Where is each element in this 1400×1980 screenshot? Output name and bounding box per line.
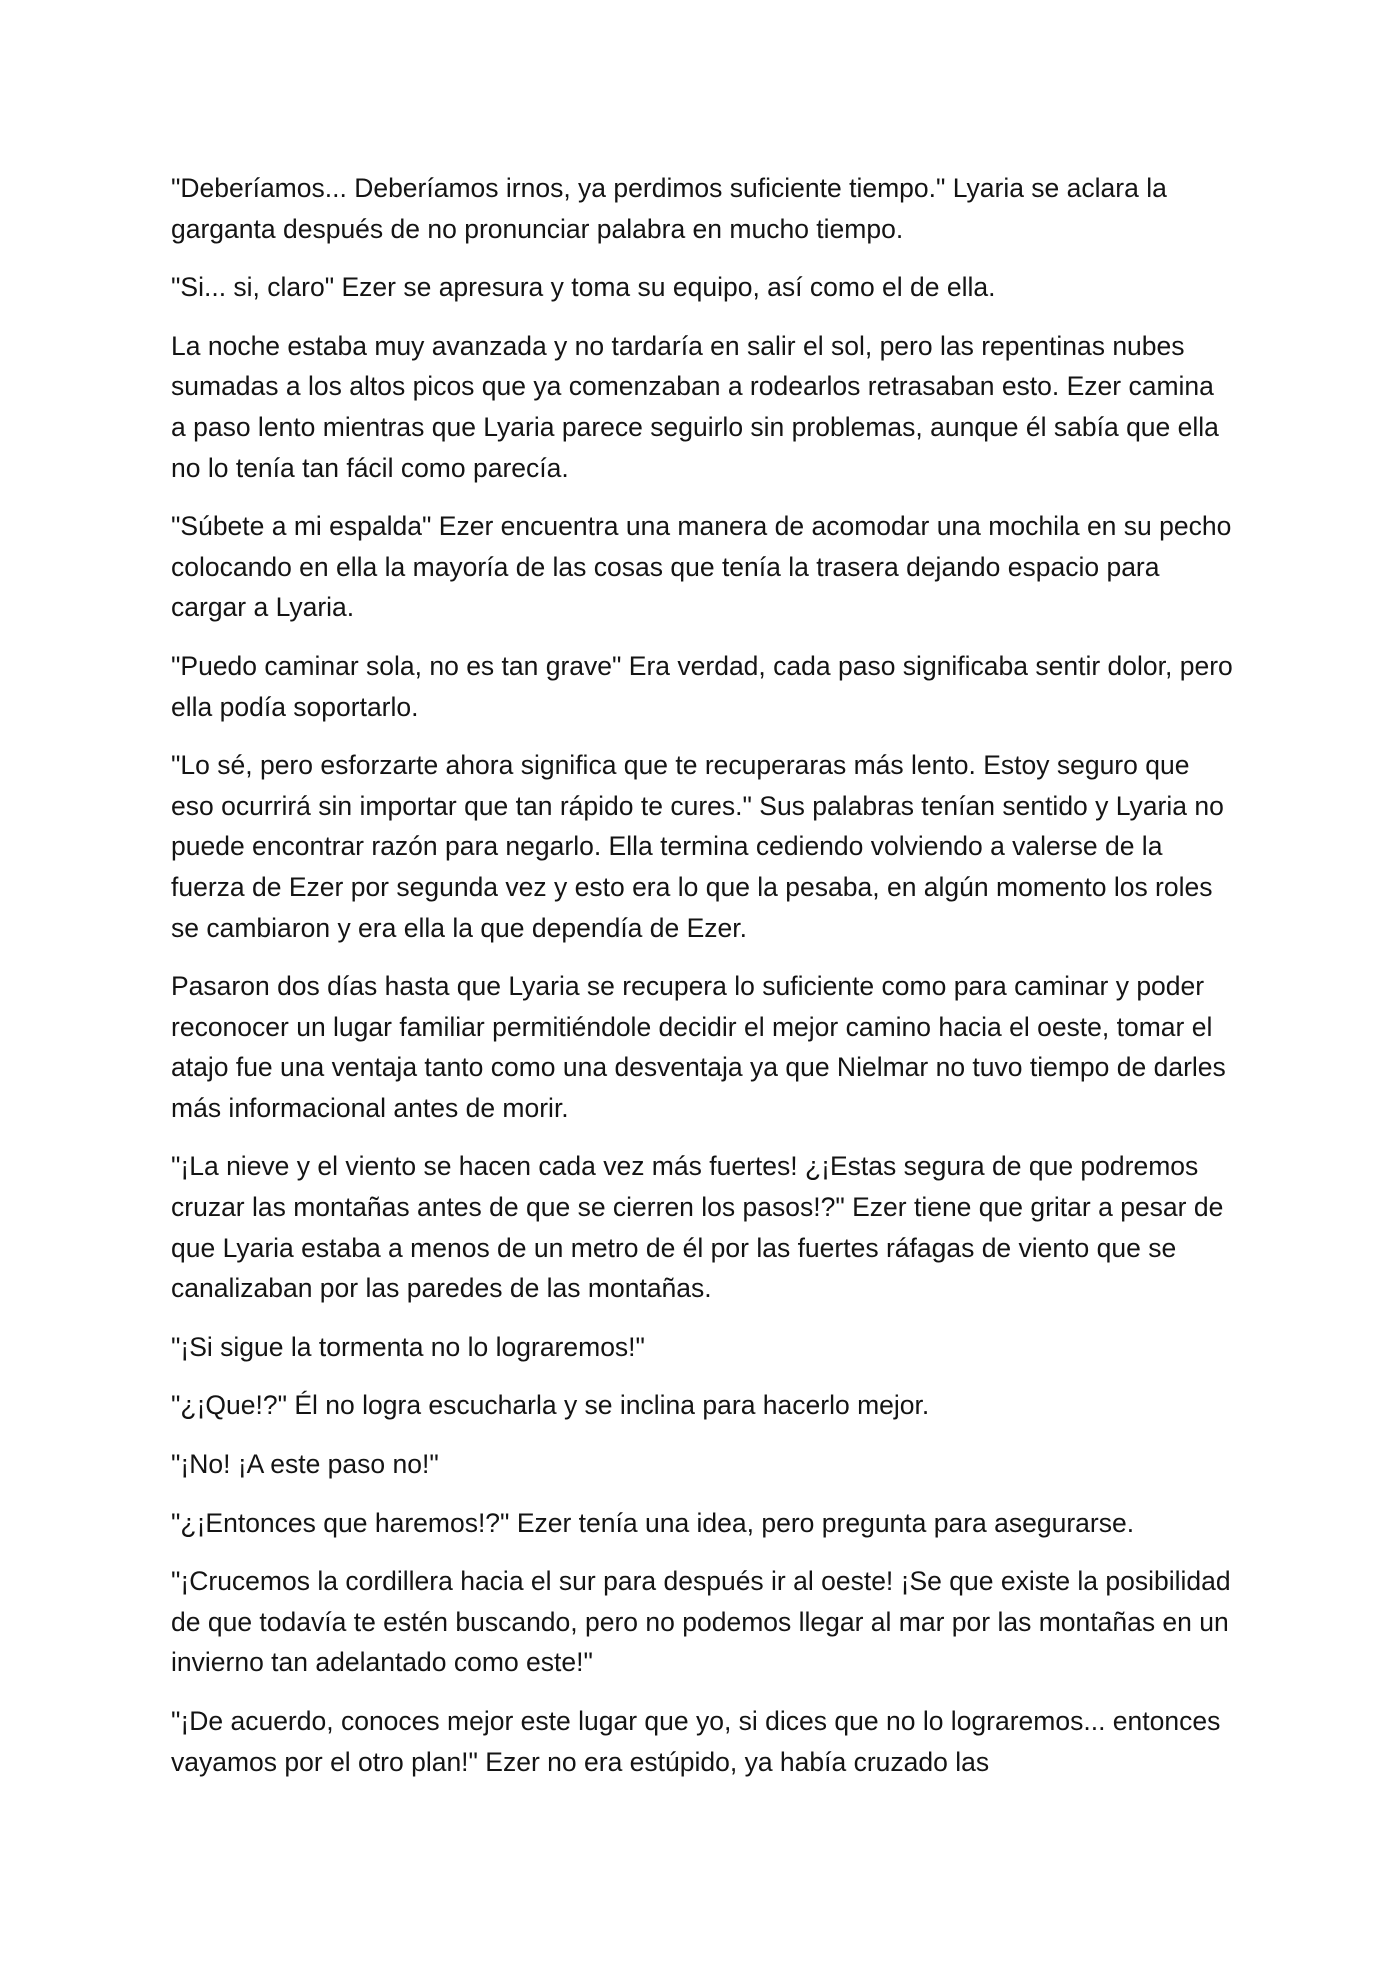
document-body xyxy=(171,168,1233,1800)
paragraph: "Deberíamos... Deberíamos irnos, ya perdimos suficiente tiempo." Lyaria se aclara la garganta después de no pronunciar palabra en mucho tiempo. xyxy=(171,173,1167,244)
paragraph: "¿¡Que!?" Él no logra escucharla y se inclina para hacerlo mejor. xyxy=(171,1390,930,1421)
paragraph: "Súbete a mi espalda" Ezer encuentra una manera de acomodar una mochila en su pecho colocando en ella la mayoría de las cosas que tenía la trasera dejando espacio para cargar a Lyaria. xyxy=(171,511,1232,623)
paragraph: "¿¡Entonces que haremos!?" Ezer tenía una idea, pero pregunta para asegurarse. xyxy=(171,1507,1135,1538)
paragraph: "¡La nieve y el viento se hacen cada vez más fuertes! ¿¡Estas segura de que podremos cruzar las montañas antes de que se cierren los pasos!?" Ezer tiene que gritar a pesar de que Lyaria estaba a menos de un metro de él por las fuertes ráfagas de viento que se canalizaban por las paredes de las montañas. xyxy=(171,1151,1224,1304)
paragraph: "¡Crucemos la cordillera hacia el sur para después ir al oeste! ¡Se que existe la posibilidad de que todavía te estén buscando, pero no podemos llegar al mar por las montañas en un invierno tan adelantado como este!" xyxy=(171,1566,1231,1678)
paragraph: "¡No! ¡A este paso no!" xyxy=(171,1449,439,1480)
paragraph: "Si... si, claro" Ezer se apresura y toma su equipo, así como el de ella. xyxy=(171,272,996,303)
paragraph: "Puedo caminar sola, no es tan grave" Era verdad, cada paso significaba sentir dolor, pero ella podía soportarlo. xyxy=(171,650,1233,722)
paragraph: "¡Si sigue la tormenta no lo lograremos!" xyxy=(171,1331,645,1362)
paragraph: "¡De acuerdo, conoces mejor este lugar que yo, si dices que no lo lograremos... entonces vayamos por el otro plan!" Ezer no era estúpido, ya había cruzado las xyxy=(171,1706,1221,1777)
paragraph: La noche estaba muy avanzada y no tardaría en salir el sol, pero las repentinas nubes sumadas a los altos picos que ya comenzaban a rodearlos retrasaban esto. Ezer camina a paso lento mientras que Lyaria parece seguirlo sin problemas, aunque él sabía que ella no lo tenía tan fácil como parecía. xyxy=(171,330,1219,483)
paragraph: Pasaron dos días hasta que Lyaria se recupera lo suficiente como para caminar y poder reconocer un lugar familiar permitiéndole decidir el mejor camino hacia el oeste, tomar el atajo fue una ventaja tanto como una desventaja ya que Nielmar no tuvo tiempo de darles más informacional antes de morir. xyxy=(171,971,1226,1123)
paragraph: "Lo sé, pero esforzarte ahora significa que te recuperaras más lento. Estoy seguro que eso ocurrirá sin importar que tan rápido te cures." Sus palabras tenían sentido y Lyaria no puede encontrar razón para negarlo. Ella termina cediendo volviendo a valerse de la fuerza de Ezer por segunda vez y esto era lo que la pesaba, en algún momento los roles se cambiaron y era ella la que dependía de Ezer. xyxy=(171,750,1224,943)
